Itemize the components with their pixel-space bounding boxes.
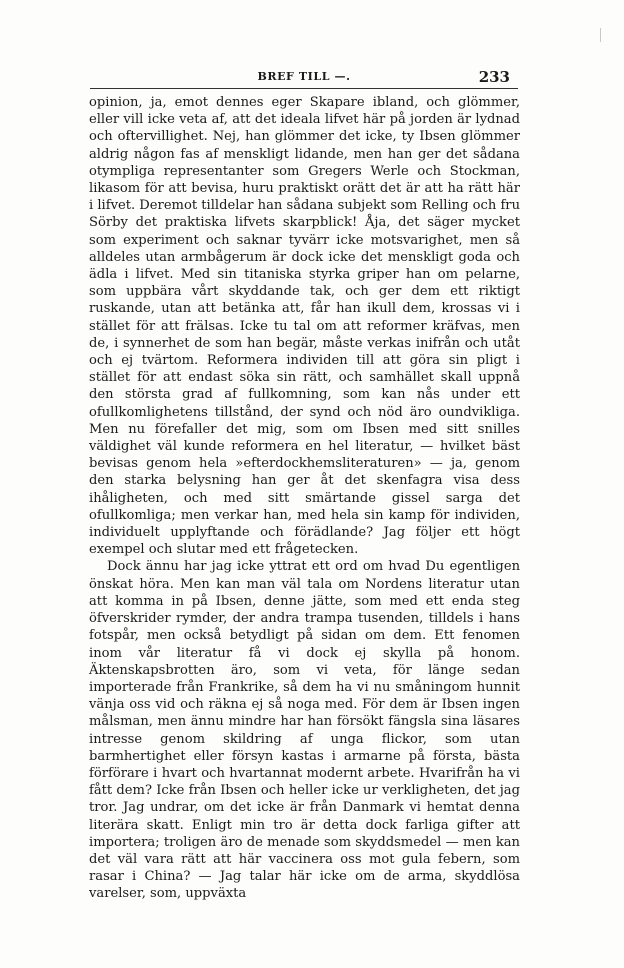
running-title: BREF TILL —.	[257, 70, 351, 83]
paragraph-2: Dock ännu har jag icke yttrat ett ord om hvad Du egentligen önskat höra. Men kan man väl tala om Nordens literatur utan att komma in på Ibsen, denne jätte, som med ett enda steg öfverskrider rymder, der andra trampa tusenden, tilldels i hans fotspår, men också betydligt på sidan om dem. Ett fenomen inom vår literatur få vi dock ej skylla på honom. Äktenskapsbrotten äro, som vi veta, för länge sedan importerade från Frankrike, så dem ha vi nu småningom hunnit vänja oss vid och räkna ej så noga med. För dem är Ibsen ingen målsman, men ännu mindre har han försökt fängsla sina läsares intresse genom skildring af unga flickor, som utan barmhertighet eller försyn kastas i armarne på första, bästa förförare i hvart och hvartannat modernt arbete. Hvarifrån ha vi fått dem? Icke från Ibsen och heller icke ur verkligheten, det jag tror. Jag undrar, om det icke är från Danmark vi hemtat denna literära skatt. Enligt min tro är detta dock farliga gifter att importera; troligen äro de menade som skyddsmedel — men kan det väl vara rätt att här vaccinera oss mot gula febern, som rasar i China? — Jag talar här icke om de arma, skyddlösa varelser, som, uppväxta	[89, 559, 520, 902]
scan-margin-mark	[600, 28, 601, 42]
body-text	[89, 94, 520, 903]
page-number: 233	[478, 68, 510, 86]
running-head	[90, 68, 518, 90]
header-rule	[90, 88, 518, 89]
paragraph-1: opinion, ja, emot dennes eger Skapare ibland, och glömmer, eller vill icke veta af, att det ideala lifvet här på jorden är lydnad och oftervillighet. Nej, han glömmer det icke, ty Ibsen glömmer aldrig någon fas af menskligt lidande, men han ger det sådana otympliga representanter som Gregers Werle och Stockman, likasom för att bevisa, huru praktiskt orätt det är att ha rätt här i lifvet. Deremot tilldelar han sådana subjekt som Relling och fru Sörby det praktiska lifvets skarpblick! Åja, det säger mycket som experiment och saknar tyvärr icke motsvarighet, men så alldeles utan armbågerum är dock icke det menskligt goda och ädla i lifvet. Med sin titaniska styrka griper han om pelarne, som uppbära vårt skyddande tak, och ger dem ett riktigt ruskande, utan att betänka att, får han ikull dem, krossas vi i stället för att frälsas. Icke tu tal om att reformer kräfvas, men de, i synnerhet de som han begär, måste verkas inifrån och utåt och ej tvärtom. Reformera individen till att göra sin pligt i stället för att endast söka sin rätt, och samhället skall uppnå den största grad af fullkomning, som kan nås under ett ofullkomlighetens tillstånd, der synd och nöd äro oundvikliga. Men nu förefaller det mig, som om Ibsen med sitt snilles väldighet väl kunde reformera en hel literatur, — hvilket bäst bevisas genom hela »efterdockhemsliteraturen» — ja, genom den starka belysning han ger åt det skenfagra visa dess ihåligheten, och med sitt smärtande gissel sarga det ofullkomliga; men verkar han, med hela sin kamp för individen, individuelt upplyftande och förädlande? Jag följer ett högt exempel och slutar med ett frågetecken.	[89, 95, 520, 558]
